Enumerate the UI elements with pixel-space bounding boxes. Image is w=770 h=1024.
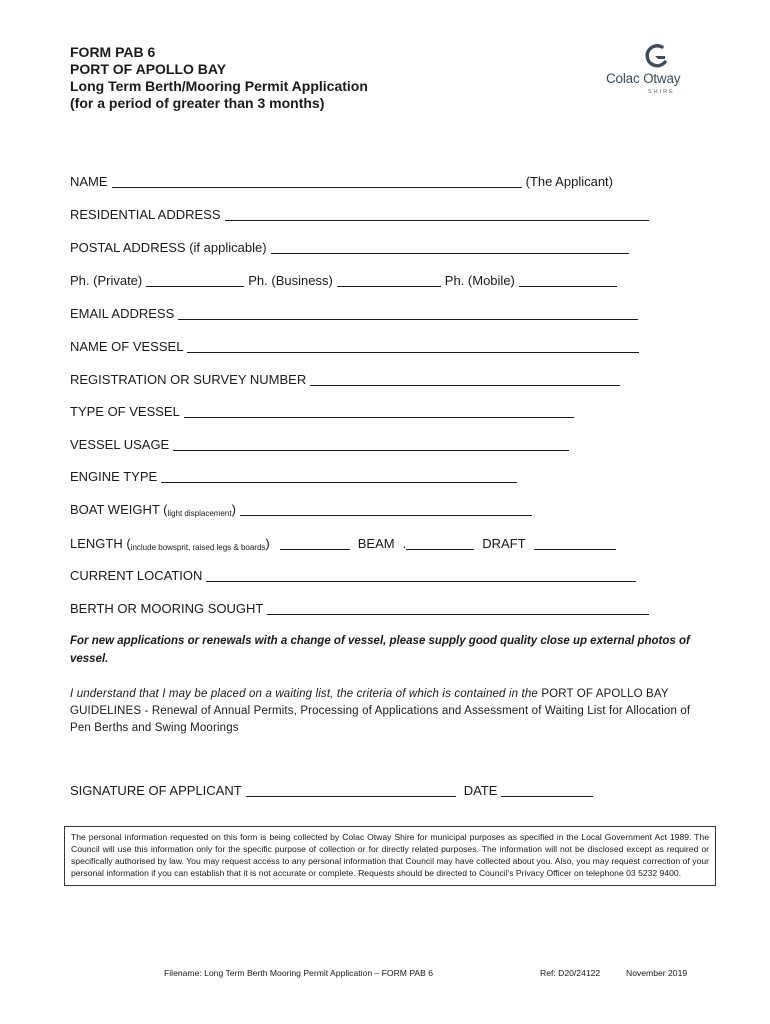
boat-weight-row: [70, 502, 536, 518]
waiting-list-italic: I understand that I may be placed on a waiting list, the criteria of which is contained in the: [70, 688, 542, 700]
phone-private-label: Ph. (Private): [70, 273, 143, 288]
email-label: EMAIL ADDRESS: [70, 306, 175, 321]
logo-name: Colac Otway: [606, 71, 681, 86]
signature-label: SIGNATURE OF APPLICANT: [70, 783, 242, 798]
current-location-label: CURRENT LOCATION: [70, 568, 203, 583]
port-name: PORT OF APOLLO BAY: [70, 61, 227, 77]
name-input-line[interactable]: [112, 175, 522, 188]
engine-type-label: ENGINE TYPE: [70, 469, 158, 484]
postal-address-label: POSTAL ADDRESS (if applicable): [70, 240, 267, 255]
phone-row: [70, 273, 621, 289]
colac-otway-logo: [598, 44, 708, 96]
residential-address-label: RESIDENTIAL ADDRESS: [70, 207, 221, 222]
phone-private-input-line[interactable]: [146, 274, 244, 287]
length-label: LENGTH (: [70, 536, 131, 551]
engine-type-row: [70, 469, 521, 485]
footer-date: November 2019: [626, 968, 688, 978]
signature-input-line[interactable]: [246, 784, 456, 797]
vessel-type-label: TYPE OF VESSEL: [70, 404, 180, 419]
beam-prefix: .: [402, 536, 407, 551]
length-input-line[interactable]: [280, 537, 350, 550]
registration-row: [70, 372, 624, 388]
photos-note: For new applications or renewals with a change of vessel, please supply good quality close up external photos of vessel.: [70, 635, 690, 665]
colac-otway-logo-mark-icon: [645, 44, 669, 70]
engine-type-input-line[interactable]: [161, 470, 517, 483]
postal-address-input-line[interactable]: [271, 241, 629, 254]
phone-mobile-label: Ph. (Mobile): [444, 273, 515, 288]
waiting-list-statement: [70, 686, 710, 737]
registration-input-line[interactable]: [310, 373, 620, 386]
draft-input-line[interactable]: [534, 537, 616, 550]
phone-business-label: Ph. (Business): [248, 273, 333, 288]
berth-row: [70, 601, 653, 617]
residential-address-row: [70, 207, 653, 223]
footer-filename: Filename: Long Term Berth Mooring Permit Application – FORM PAB 6: [164, 968, 434, 978]
vessel-type-input-line[interactable]: [184, 405, 574, 418]
guidelines-reference: PORT OF APOLLO BAY GUIDELINES - Renewal of Annual Permits, Processing of Applications and Assessment of Waiting List for Allocation of Pen Berths and Swing Moorings: [70, 688, 691, 734]
email-input-line[interactable]: [178, 307, 638, 320]
beam-input-line[interactable]: [406, 537, 474, 550]
name-label: NAME: [70, 174, 108, 189]
length-note: include bowsprit, raised legs & boards: [130, 543, 266, 552]
boat-weight-input-line[interactable]: [240, 503, 532, 516]
logo-sub: SHIRE: [648, 89, 675, 95]
signature-row: [70, 783, 597, 799]
postal-address-row: [70, 240, 633, 256]
name-field-row: [70, 174, 613, 190]
form-subtitle: (for a period of greater than 3 months): [70, 95, 325, 111]
registration-label: REGISTRATION OR SURVEY NUMBER: [70, 372, 307, 387]
email-row: [70, 306, 642, 322]
name-suffix: (The Applicant): [525, 174, 613, 189]
draft-label: DRAFT: [482, 536, 526, 551]
berth-label: BERTH OR MOORING SOUGHT: [70, 601, 264, 616]
residential-address-input-line[interactable]: [225, 208, 649, 221]
length-close: ): [265, 536, 270, 551]
vessel-name-input-line[interactable]: [187, 340, 639, 353]
phone-business-input-line[interactable]: [337, 274, 441, 287]
phone-mobile-input-line[interactable]: [519, 274, 617, 287]
vessel-usage-label: VESSEL USAGE: [70, 437, 170, 452]
boat-weight-note: light displacement: [167, 509, 232, 518]
boat-weight-close: ): [231, 502, 236, 517]
vessel-name-row: [70, 339, 643, 355]
vessel-usage-input-line[interactable]: [173, 438, 569, 451]
vessel-type-row: [70, 404, 578, 420]
vessel-usage-row: [70, 437, 573, 453]
footer-ref: Ref: D20/24122: [540, 968, 601, 978]
length-row: [70, 536, 620, 552]
berth-input-line[interactable]: [267, 602, 649, 615]
form-header: [70, 44, 368, 112]
form-number: FORM PAB 6: [70, 44, 156, 60]
vessel-name-label: NAME OF VESSEL: [70, 339, 184, 354]
privacy-statement-box: The personal information requested on this form is being collected by Colac Otway Shire for municipal purposes as specified in the Local Government Act 1989. The Council will use this information only for the specific purpose of collection or for directly related purposes. The information will not be disclosed except as required or specifically authorised by law. You may request access to any personal information that Council may have collected about you. Also, you may request correction of your personal information if you can establish that it is not accurate or complete. Requests should be directed to Council's Privacy Officer on telephone 03 5232 9400.: [64, 826, 716, 886]
date-input-line[interactable]: [501, 784, 593, 797]
boat-weight-label: BOAT WEIGHT (: [70, 502, 168, 517]
current-location-row: [70, 568, 640, 584]
date-label: DATE: [463, 783, 498, 798]
form-title: Long Term Berth/Mooring Permit Application: [70, 78, 368, 94]
beam-label: BEAM: [357, 536, 395, 551]
current-location-input-line[interactable]: [206, 569, 636, 582]
